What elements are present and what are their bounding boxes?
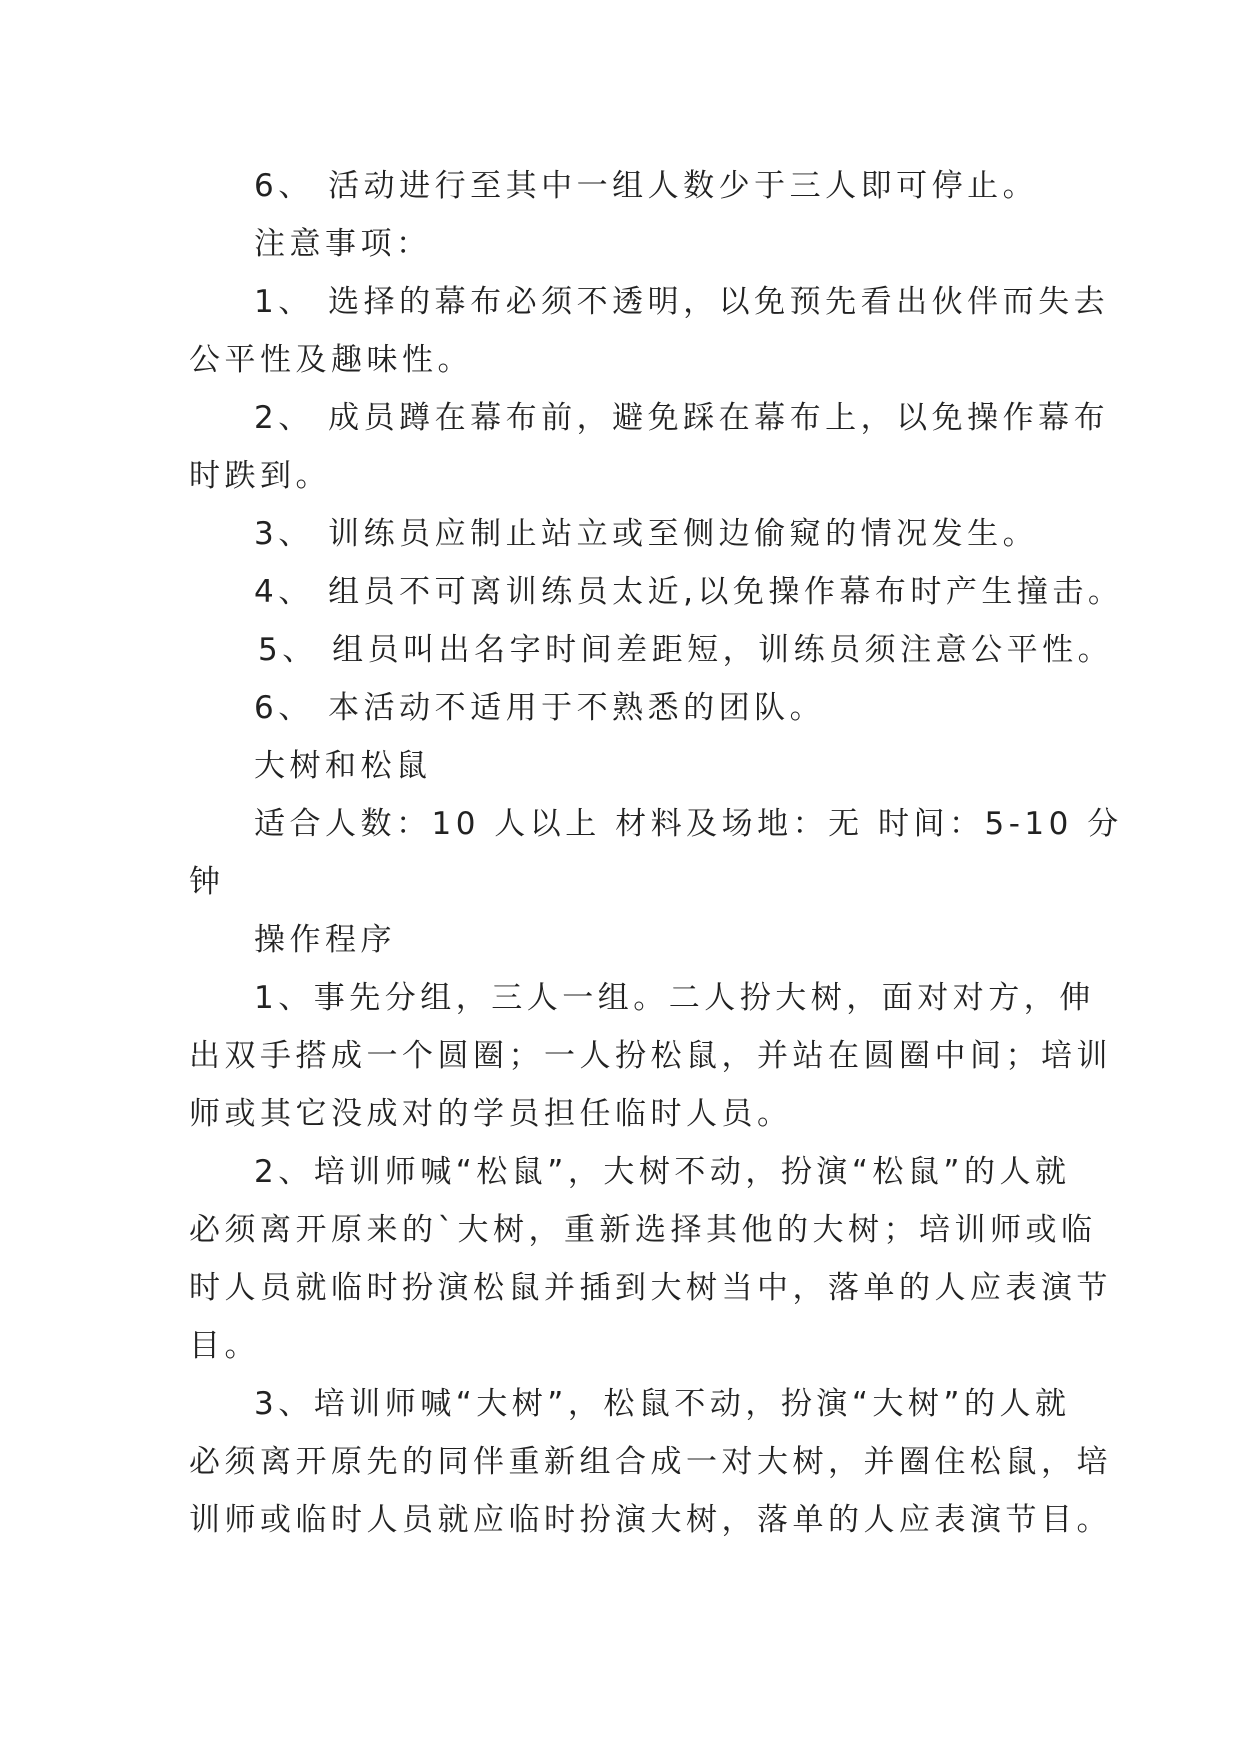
paragraph-line: 出双手搭成一个圆圈；一人扮松鼠，并站在圆圈中间；培训 [189, 1038, 1112, 1074]
paragraph-line: 必须离开原先的同伴重新组合成一对大树，并圈住松鼠，培 [189, 1444, 1112, 1480]
paragraph-line: 师或其它没成对的学员担任临时人员。 [189, 1096, 793, 1132]
paragraph-line: 4、 组员不可离训练员太近,以免操作幕布时产生撞击。 [254, 574, 1124, 610]
paragraph-line: 2、 成员蹲在幕布前，避免踩在幕布上，以免操作幕布 [254, 400, 1110, 436]
paragraph-line: 6、 本活动不适用于不熟悉的团队。 [254, 690, 826, 726]
paragraph-line: 6、 活动进行至其中一组人数少于三人即可停止。 [254, 168, 1039, 204]
paragraph-line: 时跌到。 [189, 458, 331, 494]
paragraph-line: 公平性及趣味性。 [189, 342, 473, 378]
paragraph-line: 时人员就临时扮演松鼠并插到大树当中，落单的人应表演节 [189, 1270, 1112, 1306]
paragraph-line: 3、培训师喊“大树”，松鼠不动，扮演“大树”的人就 [254, 1386, 1071, 1422]
paragraph-line: 2、培训师喊“松鼠”，大树不动，扮演“松鼠”的人就 [254, 1154, 1071, 1190]
paragraph-line: 1、 选择的幕布必须不透明，以免预先看出伙伴而失去 [254, 284, 1110, 320]
paragraph-line: 训师或临时人员就应临时扮演大树，落单的人应表演节目。 [189, 1502, 1112, 1538]
paragraph-line: 1、事先分组，三人一组。二人扮大树，面对对方，伸 [254, 980, 1095, 1016]
paragraph-line: 必须离开原来的`大树，重新选择其他的大树；培训师或临 [189, 1212, 1097, 1248]
section-heading: 大树和松鼠 [254, 748, 432, 784]
paragraph-line: 5、 组员叫出名字时间差距短，训练员须注意公平性。 [258, 632, 1114, 668]
paragraph-line: 钟 [189, 864, 225, 900]
paragraph-line: 目。 [189, 1328, 260, 1364]
section-heading: 注意事项： [254, 226, 432, 262]
paragraph-line: 3、 训练员应制止站立或至侧边偷窥的情况发生。 [254, 516, 1039, 552]
section-heading: 操作程序 [254, 922, 396, 958]
paragraph-line: 适合人数：10 人以上 材料及场地：无 时间：5-10 分 [254, 806, 1123, 842]
